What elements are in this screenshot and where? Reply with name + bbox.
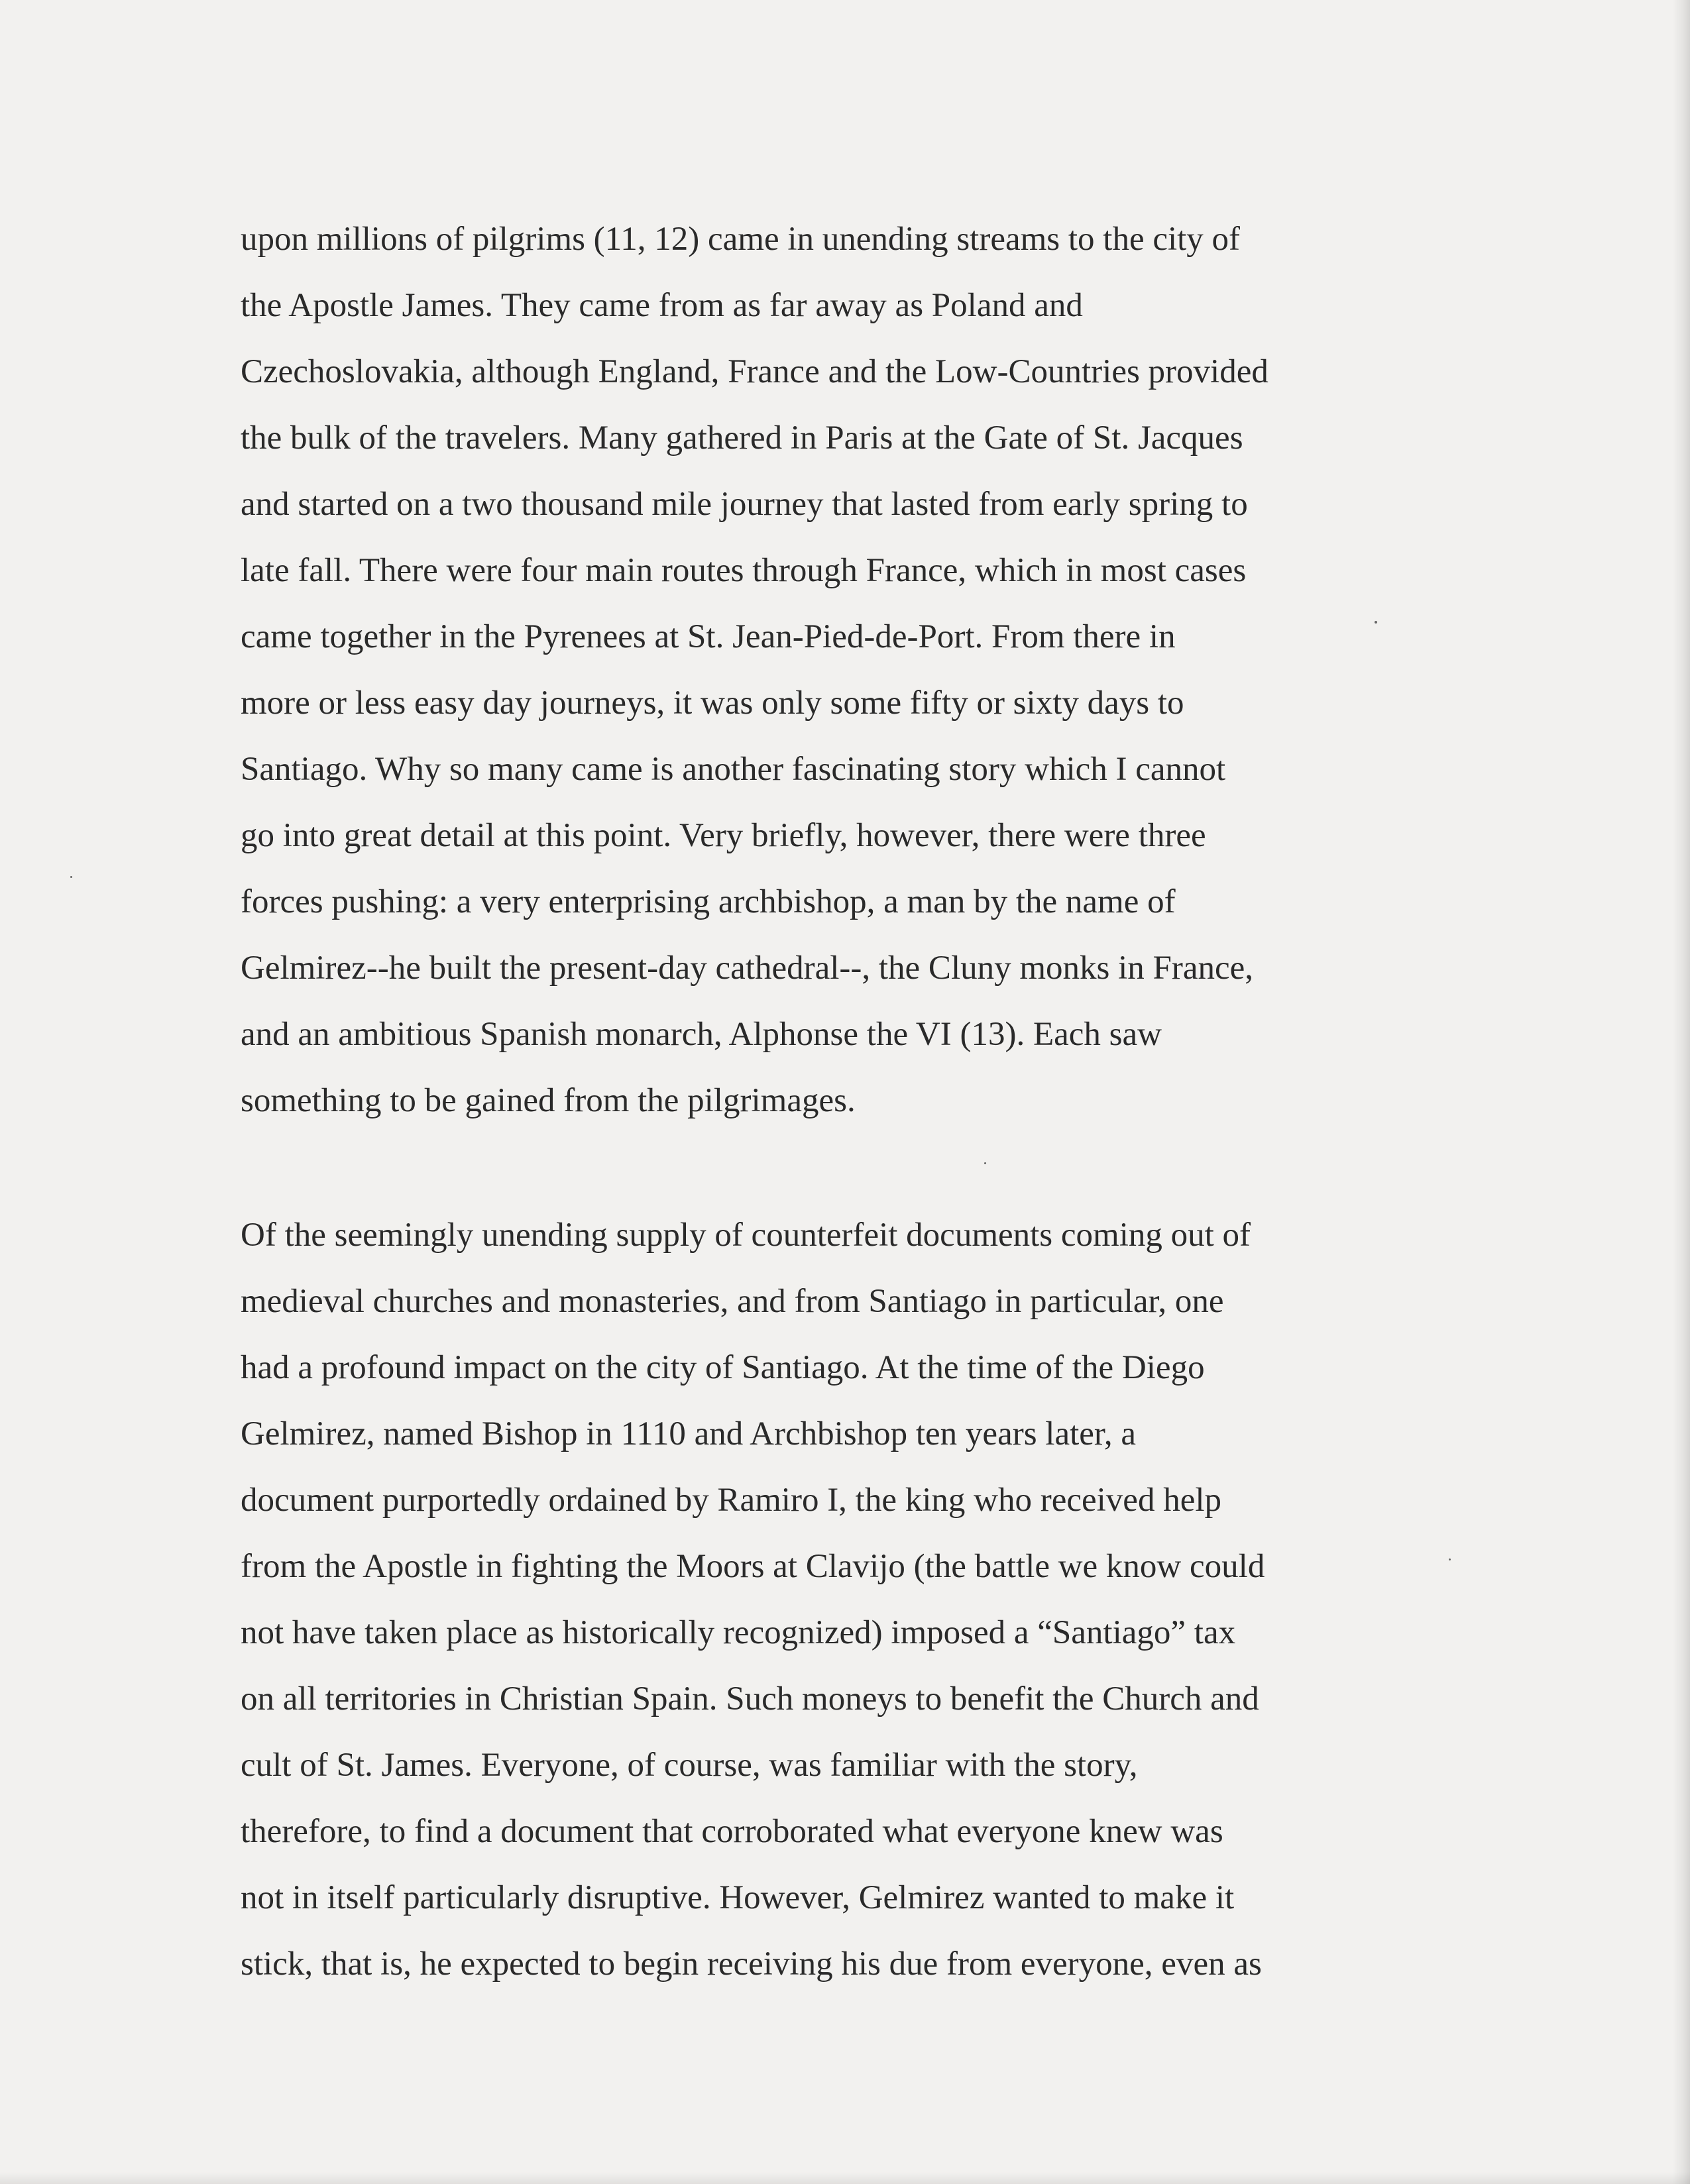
text-line: from the Apostle in fighting the Moors at Clavijo (the battle we know could <box>241 1548 1265 1585</box>
paragraph-pilgrims <box>241 206 1434 1134</box>
text-line: and an ambitious Spanish monarch, Alphonse the VI (13). Each saw <box>241 1016 1162 1053</box>
text-line: therefore, to find a document that corroborated what everyone knew was <box>241 1813 1223 1850</box>
text-line: late fall. There were four main routes through France, which in most cases <box>241 552 1247 589</box>
text-line: the bulk of the travelers. Many gathered in Paris at the Gate of St. Jacques <box>241 419 1243 457</box>
text-line: more or less easy day journeys, it was only some fifty or sixty days to <box>241 684 1184 722</box>
scan-speck <box>1375 621 1377 624</box>
text-line: Of the seemingly unending supply of counterfeit documents coming out of <box>241 1217 1251 1254</box>
text-line: the Apostle James. They came from as far away as Poland and <box>241 287 1083 324</box>
scan-speck <box>1449 1558 1451 1560</box>
text-line: document purportedly ordained by Ramiro I, the king who received help <box>241 1482 1221 1519</box>
text-line: and started on a two thousand mile journey that lasted from early spring to <box>241 486 1248 523</box>
text-line: not have taken place as historically recognized) imposed a “Santiago” tax <box>241 1614 1236 1651</box>
page-edge-shadow <box>1673 0 1690 2184</box>
text-line: on all territories in Christian Spain. Such moneys to benefit the Church and <box>241 1680 1259 1718</box>
text-line: something to be gained from the pilgrimages. <box>241 1082 856 1119</box>
text-line: Santiago. Why so many came is another fascinating story which I cannot <box>241 751 1226 788</box>
text-line: forces pushing: a very enterprising archbishop, a man by the name of <box>241 883 1176 920</box>
text-line: Czechoslovakia, although England, France and the Low-Countries provided <box>241 353 1268 390</box>
text-line: cult of St. James. Everyone, of course, was familiar with the story, <box>241 1747 1138 1784</box>
text-line: stick, that is, he expected to begin receiving his due from everyone, even as <box>241 1945 1262 1983</box>
paragraph-counterfeit-documents <box>241 1202 1434 1997</box>
text-line: had a profound impact on the city of Santiago. At the time of the Diego <box>241 1349 1205 1386</box>
text-line: upon millions of pilgrims (11, 12) came in unending streams to the city of <box>241 221 1241 258</box>
text-line: Gelmirez--he built the present-day cathedral--, the Cluny monks in France, <box>241 950 1254 987</box>
text-line: came together in the Pyrenees at St. Jean-Pied-de-Port. From there in <box>241 618 1176 655</box>
text-line: not in itself particularly disruptive. However, Gelmirez wanted to make it <box>241 1879 1235 1916</box>
text-line: go into great detail at this point. Very briefly, however, there were three <box>241 817 1206 854</box>
scan-speck <box>70 876 72 878</box>
scan-speck <box>984 1162 986 1164</box>
page-edge-shadow <box>0 2172 1690 2184</box>
text-line: Gelmirez, named Bishop in 1110 and Archbishop ten years later, a <box>241 1415 1136 1452</box>
text-line: medieval churches and monasteries, and from Santiago in particular, one <box>241 1283 1224 1320</box>
